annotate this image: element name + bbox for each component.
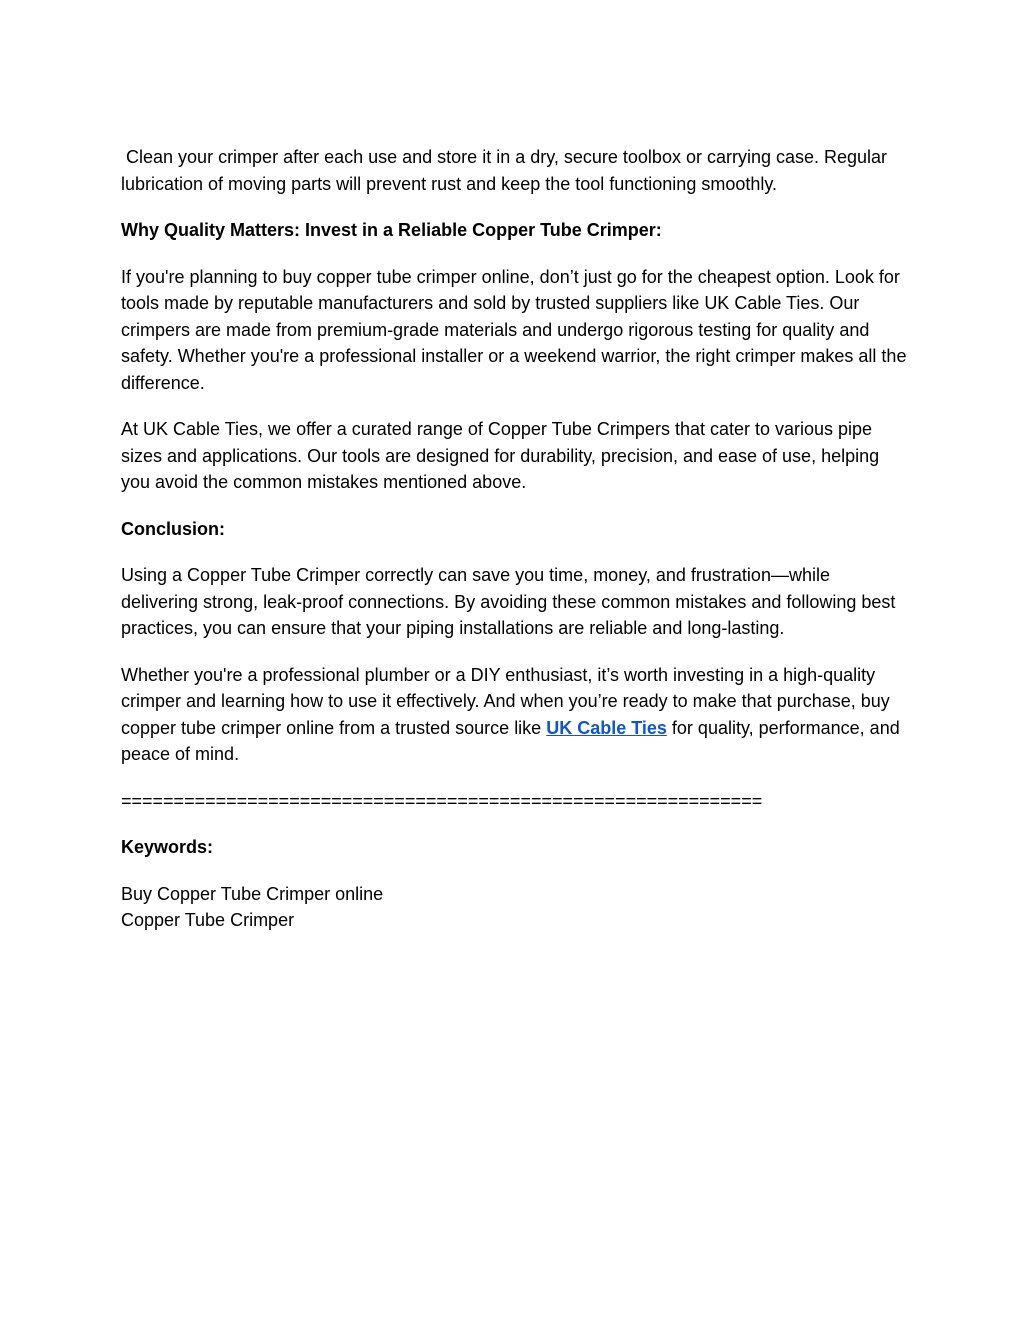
keyword-item: Copper Tube Crimper [121,910,295,930]
section-divider: ============================================================= [121,790,763,811]
keywords-heading: Keywords: [121,837,214,857]
intro-paragraph: Clean your crimper after each use and store it in a dry, secure toolbox or carrying case. Regular lubrication of moving parts will prevent rust and keep the tool functioning smoothly. [121,147,893,194]
conclusion-heading: Conclusion: [121,518,225,539]
keyword-item: Buy Copper Tube Crimper online [121,883,384,904]
conclusion-text-after-link: for quality, performance, and peace of mind. [121,717,905,764]
quality-paragraph-2: At UK Cable Ties, we offer a curated range of Copper Tube Crimpers that cater to various pipe sizes and applications. Our tools are designed for durability, precision, and ease of use, helping you avoid the common mistakes mentioned above. [121,419,885,492]
quality-paragraph-1: If you're planning to buy copper tube crimper online, don’t just go for the cheapest option. Look for tools made by reputable manufacturers and sold by trusted suppliers like UK Cable Ties. Our crimpers are made from premium-grade materials and undergo rigorous testing for quality and safety. Whether you're a professional installer or a weekend warrior, the right crimper makes all the difference. [121,266,912,393]
conclusion-paragraph-2 [121,662,911,768]
uk-cable-ties-link[interactable]: UK Cable Ties [546,717,667,738]
conclusion-paragraph-1: Using a Copper Tube Crimper correctly can save you time, money, and frustration—while delivering strong, leak-proof connections. By avoiding these common mistakes and following best practices, you can ensure that your piping installations are reliable and long-lasting. [121,565,901,638]
keywords-list [121,881,911,934]
conclusion-text-before-link: Whether you're a professional plumber or a DIY enthusiast, it’s worth investing in a high-quality crimper and learning how to use it effectively. And when you’re ready to make that purchase, buy copper tube crimper online from a trusted source like [121,664,895,738]
document-page [121,144,911,954]
quality-heading: Why Quality Matters: Invest in a Reliable Copper Tube Crimper: [121,220,662,240]
